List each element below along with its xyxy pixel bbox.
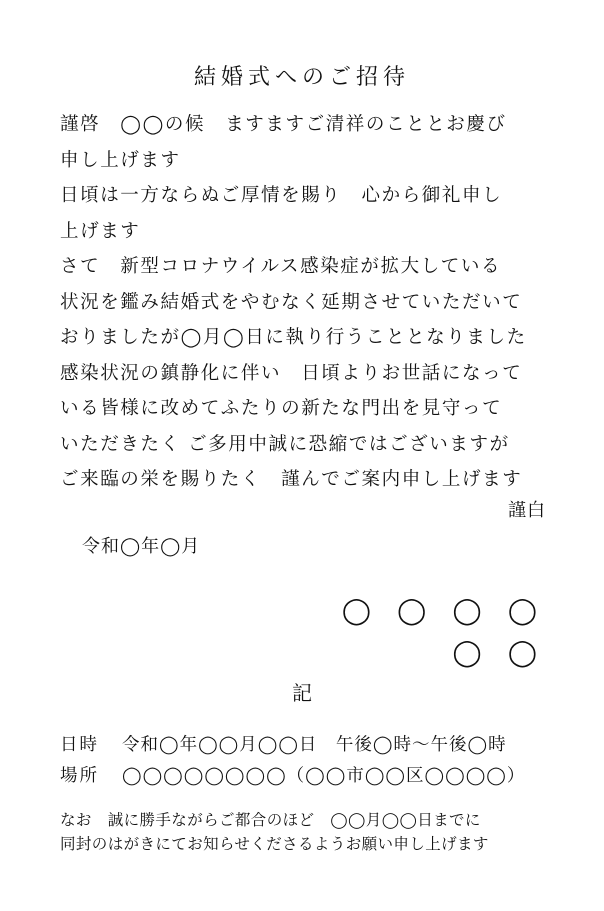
- body-line: 謹啓 ◯◯の候 ますますご清祥のこととお慶び: [60, 114, 507, 135]
- invitation-title: 結婚式へのご招待: [193, 65, 410, 90]
- body-line: ご来臨の栄を賜りたく 謹んでご案内申し上げます: [60, 469, 523, 490]
- datetime-label: 日時: [60, 735, 99, 755]
- body-line: 状況を鑑み結婚式をやむなく延期させていただいて: [60, 291, 523, 313]
- body-line: いる皆様に改めてふたりの新たな門出を見守って: [60, 398, 503, 419]
- body-line: いただきたく ご多用中誠に恐縮ではございますが: [60, 433, 510, 455]
- body-line: 感染状況の鎮静化に伴い 日頃よりお世話になって: [60, 362, 523, 384]
- place-value: ◯◯◯◯◯◯◯◯（◯◯市◯◯区◯◯◯◯）: [122, 766, 526, 786]
- place-row: [60, 761, 525, 791]
- sender-name-line: ◯ ◯: [452, 638, 546, 668]
- place-label: 場所: [60, 766, 99, 786]
- sender-name-line: ◯ ◯ ◯ ◯: [341, 596, 546, 626]
- datetime-value: 令和◯年◯◯月◯◯日 午後◯時～午後◯時: [122, 735, 507, 755]
- letter-date: 令和◯年◯月: [82, 536, 201, 557]
- body-line: おりましたが◯月◯日に執り行うこととなりました: [60, 327, 527, 348]
- body-line: 日頃は一方ならぬご厚情を賜り 心から御礼申し: [60, 185, 503, 206]
- ki-heading: 記: [292, 681, 312, 705]
- note-line: 同封のはがきにてお知らせくださるようお願い申し上げます: [60, 835, 489, 853]
- note-line: なお 誠に勝手ながらご都合のほど ◯◯月◯◯日までに: [60, 811, 481, 829]
- invitation-body: [60, 107, 548, 498]
- closing-word: 謹白: [508, 500, 546, 521]
- body-line: 上げます: [60, 220, 141, 242]
- body-line: さて 新型コロナウイルス感染症が拡大している: [60, 256, 502, 277]
- sender-names: [342, 590, 546, 674]
- rsvp-note: [60, 808, 560, 856]
- body-line: 申し上げます: [60, 149, 181, 171]
- datetime-row: [60, 730, 507, 760]
